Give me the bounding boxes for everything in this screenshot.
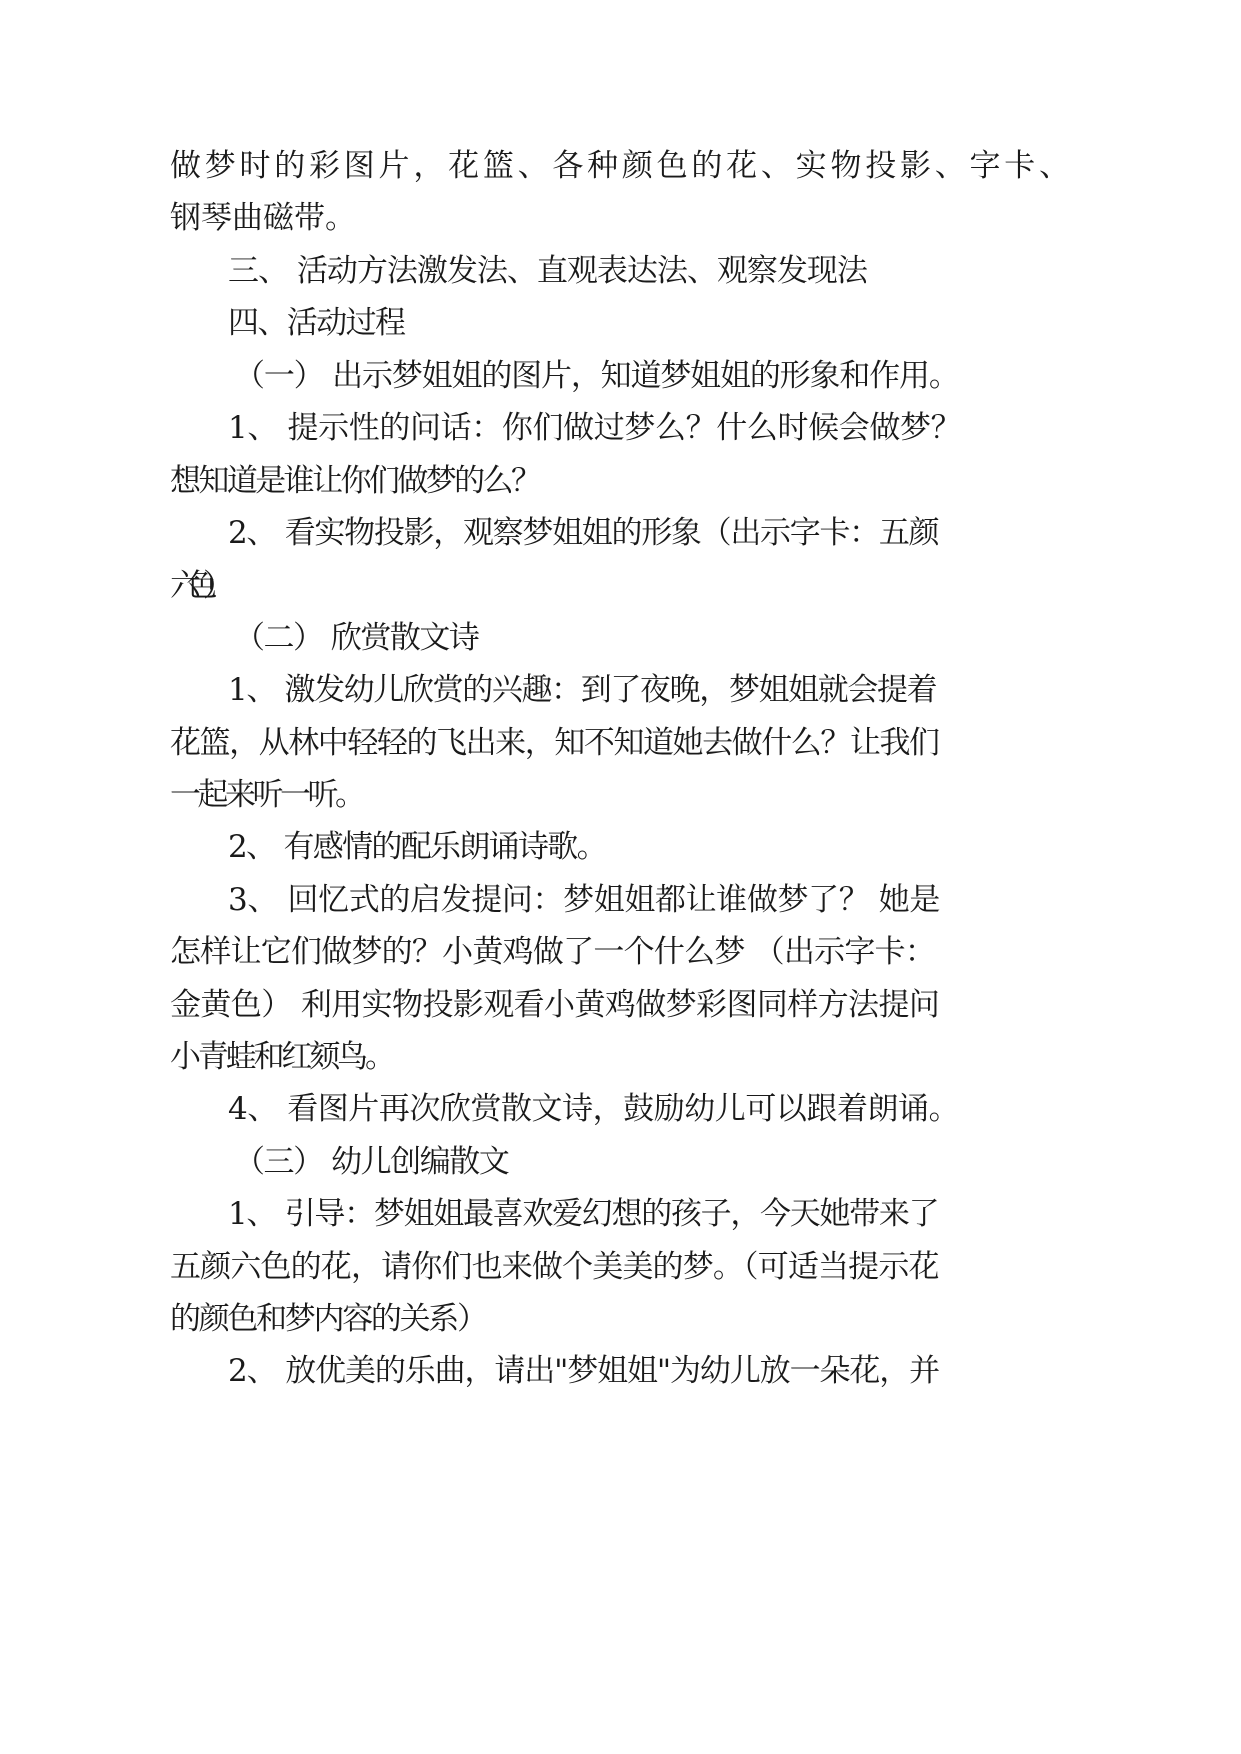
text-line: 想知道是谁让你们做梦的么？ <box>170 463 540 499</box>
text-line: 2、 放优美的乐曲，请出"梦姐姐"为幼儿放一朵花，并 <box>228 1353 939 1389</box>
text-line: （二） 欣赏散文诗 <box>234 620 479 656</box>
text-line: 1、 引导：梦姐姐最喜欢爱幻想的孩子，今天她带来了 <box>228 1196 939 1232</box>
text-line: 2、 有感情的配乐朗诵诗歌。 <box>228 829 606 865</box>
text-line: 花篮，从林中轻轻的飞出来，知不知道她去做什么？让我们 <box>170 725 939 761</box>
text-line: 怎样让它们做梦的？小黄鸡做了一个什么梦 （出示字卡： <box>170 934 936 970</box>
text-line: 1、 提示性的问话：你们做过梦么？什么时候会做梦？ <box>228 410 962 446</box>
text-line: 一起来听一听。 <box>170 777 363 813</box>
text-line: 3、 回忆式的启发提问：梦姐姐都让谁做梦了？ 她是 <box>228 882 941 918</box>
text-line: 金黄色） 利用实物投影观看小黄鸡做梦彩图同样方法提问 <box>170 987 940 1023</box>
text-line: 五颜六色的花，请你们也来做个美美的梦。（可适当提示花 <box>170 1249 939 1285</box>
text-line: 1、 激发幼儿欣赏的兴趣：到了夜晚，梦姐姐就会提着 <box>228 672 937 708</box>
text-line: （三） 幼儿创编散文 <box>234 1144 509 1180</box>
text-line: （一） 出示梦姐姐的图片，知道梦姐姐的形象和作用。 <box>234 358 959 394</box>
text-line: 的颜色和梦内容的关系） <box>170 1301 486 1337</box>
text-line: 三、 活动方法激发法、直观表达法、观察发现法 <box>228 253 867 289</box>
text-line: 四、活动过程 <box>228 305 405 341</box>
text-line: 做梦时的彩图片，花篮、各种颜色的花、实物投影、字卡、 <box>170 148 1074 184</box>
text-line: 小青蛙和红颏鸟。 <box>170 1039 393 1075</box>
text-line: 六色） <box>170 568 220 604</box>
text-line: 4、 看图片再次欣赏散文诗，鼓励幼儿可以跟着朗诵。 <box>228 1091 960 1127</box>
text-line: 2、 看实物投影，观察梦姐姐的形象（出示字卡：五颜 <box>228 515 939 551</box>
text-line: 钢琴曲磁带。 <box>170 200 356 236</box>
